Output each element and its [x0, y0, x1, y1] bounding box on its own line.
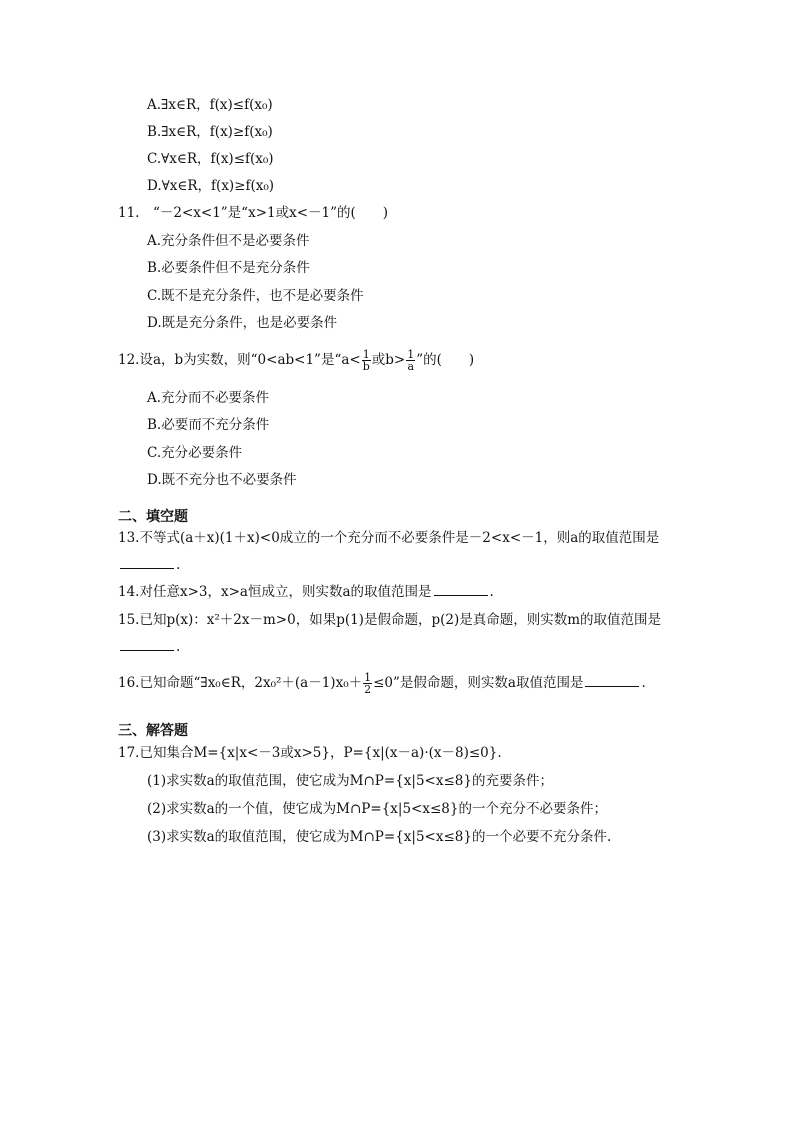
q17-stem: 17.已知集合M={x|x<－3或x>5}，P={x|(x－a)·(x－8)≤0}. — [118, 745, 502, 761]
q17-part-3: (3)求实数a的取值范围，使它成为M∩P={x|5<x≤8}的一个必要不充分条件. — [147, 829, 612, 845]
q12-fraction-1 — [362, 349, 371, 372]
fraction-numerator: 1 — [364, 671, 372, 684]
section-heading-solutions: 三、解答题 — [118, 723, 188, 739]
q16-fraction — [363, 672, 372, 695]
q16-text-mid: ≤0”是假命题，则实数a取值范围是 — [373, 675, 584, 691]
q15-end-mark: . — [176, 639, 181, 655]
q12-stem — [118, 349, 474, 372]
q13-end-mark: . — [176, 557, 181, 573]
answer-blank[interactable] — [120, 556, 174, 569]
answer-blank[interactable] — [434, 583, 488, 596]
q13-answer-line — [118, 556, 180, 574]
q12-option-d: D.既不充分也不必要条件 — [147, 472, 297, 488]
q10-option-b: B.∃x∈R，f(x)≥f(x₀) — [147, 124, 273, 140]
q12-stem-post: ”的( ) — [416, 352, 475, 368]
answer-blank[interactable] — [120, 638, 174, 651]
q11-option-b: B.必要条件但不是充分条件 — [147, 260, 310, 276]
q11-option-c: C.既不是充分条件，也不是必要条件 — [147, 288, 364, 304]
q15-answer-line — [118, 638, 180, 656]
q12-stem-pre: 12.设a，b为实数，则“0<ab<1”是“a< — [118, 352, 361, 368]
q14-stem — [118, 583, 494, 601]
q16-end-mark: . — [641, 675, 646, 691]
q12-option-b: B.必要而不充分条件 — [147, 417, 270, 433]
section-heading-fill-in: 二、填空题 — [118, 509, 188, 525]
fraction-denominator: a — [407, 360, 415, 373]
q17-part-1: (1)求实数a的取值范围，使它成为M∩P={x|5<x≤8}的充要条件； — [147, 773, 553, 789]
q14-end-mark: . — [489, 584, 494, 600]
q10-option-a: A.∃x∈R，f(x)≤f(x₀) — [147, 97, 273, 113]
q11-option-d: D.既是充分条件，也是必要条件 — [147, 315, 338, 331]
q11-option-a: A.充分条件但不是必要条件 — [147, 233, 310, 249]
q16-stem — [118, 672, 646, 695]
q12-fraction-2 — [406, 349, 415, 372]
q14-text: 14.对任意x>3，x>a恒成立，则实数a的取值范围是 — [118, 584, 432, 600]
fraction-numerator: 1 — [362, 348, 370, 361]
q12-option-c: C.充分必要条件 — [147, 445, 243, 461]
answer-blank[interactable] — [585, 674, 639, 687]
fraction-numerator: 1 — [407, 348, 415, 361]
q10-option-c: C.∀x∈R，f(x)≤f(x₀) — [147, 151, 274, 167]
fraction-denominator: 2 — [364, 683, 372, 696]
q16-text-pre: 16.已知命题“∃x₀∈R，2x₀²＋(a－1)x₀＋ — [118, 675, 363, 691]
q10-option-d: D.∀x∈R，f(x)≥f(x₀) — [147, 178, 275, 194]
q11-stem: 11. “－2<x<1”是“x>1或x<－1”的( ) — [118, 205, 389, 221]
q17-part-2: (2)求实数a的一个值，使它成为M∩P={x|5<x≤8}的一个充分不必要条件； — [147, 801, 607, 817]
q13-stem: 13.不等式(a＋x)(1＋x)<0成立的一个充分而不必要条件是－2<x<－1，则a的取值范围是 — [118, 530, 660, 546]
fraction-denominator: b — [362, 360, 370, 373]
q15-stem: 15.已知p(x)：x²＋2x－m>0，如果p(1)是假命题，p(2)是真命题，则实数m的取值范围是 — [118, 612, 662, 628]
q12-option-a: A.充分而不必要条件 — [147, 390, 270, 406]
q12-stem-mid: 或b> — [371, 352, 406, 368]
